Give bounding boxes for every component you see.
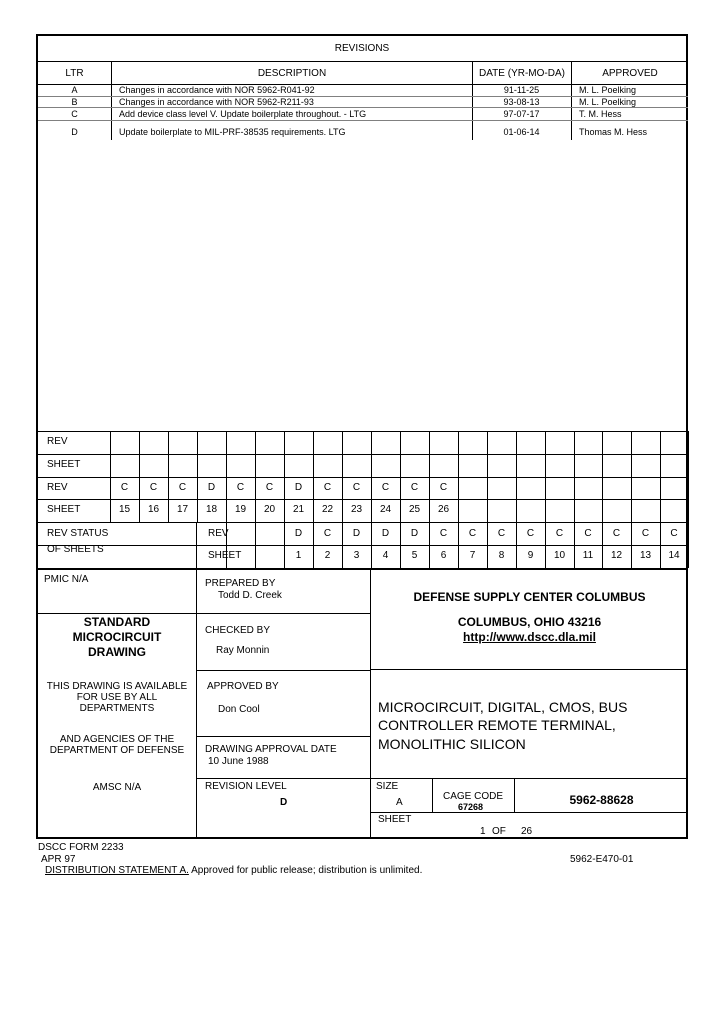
revision-ltr: B (71, 97, 78, 107)
revision-description: Changes in accordance with NOR 5962-R041-92 (119, 85, 315, 95)
divider (196, 613, 370, 614)
agencies-line-1: AND AGENCIES OF THE (59, 734, 175, 745)
pmic-label: PMIC N/A (44, 574, 89, 585)
revision-date: 01-06-14 (503, 127, 540, 137)
grid-cell: C (641, 528, 650, 539)
grid-cell: 16 (147, 504, 160, 515)
standard-line-3: DRAWING (88, 645, 146, 659)
divider (196, 736, 370, 737)
divider (370, 569, 371, 838)
grid-cell: C (439, 528, 448, 539)
grid-cell: 9 (527, 550, 534, 561)
grid-row-label: REV (47, 436, 68, 447)
divider (574, 431, 575, 522)
availability-line-3: DEPARTMENTS (79, 703, 155, 714)
divider (196, 778, 370, 779)
grid-cell: 11 (582, 550, 594, 561)
grid-cell: 13 (639, 550, 652, 561)
revisions-header-ltr: LTR (65, 68, 84, 79)
grid-cell: 19 (234, 504, 247, 515)
revision-approved: T. M. Hess (579, 109, 622, 119)
prepared-by-name: Todd D. Creek (218, 590, 282, 601)
sheet-of: OF (492, 826, 506, 837)
divider (370, 778, 688, 779)
divider (196, 545, 688, 546)
divider (602, 431, 603, 522)
revision-level-label: REVISION LEVEL (205, 781, 287, 792)
divider (660, 431, 661, 522)
grid-cell: 4 (382, 550, 389, 561)
grid-cell: D (352, 528, 361, 539)
grid-cell: D (294, 528, 303, 539)
divider (196, 569, 197, 838)
divider (370, 812, 688, 813)
size-value: A (396, 797, 403, 808)
divider (487, 431, 488, 522)
divider (38, 522, 688, 523)
divider (196, 670, 370, 671)
divider (38, 431, 688, 432)
form-number: DSCC FORM 2233 (38, 842, 124, 853)
divider (38, 569, 688, 570)
divider (111, 61, 112, 140)
divider (688, 522, 689, 568)
grid-cell: C (236, 482, 245, 493)
divider (38, 107, 688, 108)
grid-cell: 14 (668, 550, 680, 561)
approved-by-label: APPROVED BY (207, 681, 279, 692)
grid-cell: C (584, 528, 592, 539)
grid-cell: 24 (379, 504, 392, 515)
revisions-header-description: DESCRIPTION (257, 68, 327, 79)
revision-description: Update boilerplate to MIL-PRF-38535 requirements. LTG (119, 127, 346, 137)
drawing-title-line-2: CONTROLLER REMOTE TERMINAL, (378, 717, 616, 733)
grid-cell: 25 (408, 504, 421, 515)
divider (38, 120, 688, 121)
grid-cell: 7 (469, 550, 476, 561)
grid-cell: 23 (350, 504, 363, 515)
revisions-header-date: DATE (YR-MO-DA) (479, 68, 565, 79)
rev-status-label: REV STATUS (47, 528, 109, 539)
agencies-line-2: DEPARTMENT OF DEFENSE (49, 745, 185, 756)
grid-cell: C (323, 528, 332, 539)
grid-cell: 21 (292, 504, 305, 515)
grid-row-label: REV (47, 482, 68, 493)
grid-cell: D (410, 528, 419, 539)
approved-by-name: Don Cool (218, 704, 260, 715)
revision-date: 97-07-17 (503, 109, 540, 119)
divider (516, 431, 517, 522)
grid-cell: D (294, 482, 303, 493)
grid-cell: 3 (353, 550, 360, 561)
grid-cell: 15 (118, 504, 131, 515)
revision-ltr: A (71, 85, 78, 95)
revision-ltr: C (71, 109, 78, 119)
distribution-statement (45, 866, 422, 876)
grid-cell: 8 (498, 550, 505, 561)
availability-line-2: FOR USE BY ALL (76, 692, 158, 703)
grid-cell: 20 (263, 504, 276, 515)
standard-line-2: MICROCIRCUIT (72, 630, 162, 644)
prepared-by-label: PREPARED BY (205, 578, 276, 589)
revision-date: 91-11-25 (503, 85, 540, 95)
divider (370, 669, 688, 670)
grid-cell: C (670, 528, 678, 539)
revision-description: Add device class level V. Update boilerplate throughout. - LTG (119, 109, 367, 119)
form-code: 5962-E470-01 (570, 854, 634, 865)
grid-cell: 5 (411, 550, 418, 561)
grid-row-label: SHEET (208, 550, 242, 561)
grid-cell: 17 (176, 504, 189, 515)
grid-row-label: SHEET (47, 504, 81, 515)
grid-cell: 10 (553, 550, 566, 561)
divider (458, 431, 459, 522)
grid-cell: D (381, 528, 390, 539)
sheet-total: 26 (521, 826, 533, 837)
grid-cell: D (207, 482, 216, 493)
availability-line-1: THIS DRAWING IS AVAILABLE (46, 681, 188, 692)
revision-approved: M. L. Poelking (579, 97, 637, 107)
approval-date: 10 June 1988 (208, 756, 269, 767)
form-date: APR 97 (41, 854, 76, 865)
divider (432, 778, 433, 812)
drawing-title-line-3: MONOLITHIC SILICON (378, 736, 526, 752)
grid-cell: C (265, 482, 274, 493)
agency-name: DEFENSE SUPPLY CENTER COLUMBUS (413, 590, 646, 604)
grid-cell: C (468, 528, 477, 539)
drawing-title-line-1: MICROCIRCUIT, DIGITAL, CMOS, BUS (378, 699, 628, 715)
grid-cell: C (410, 482, 419, 493)
divider (545, 431, 546, 522)
revision-approved: Thomas M. Hess (579, 127, 648, 137)
grid-cell: C (178, 482, 187, 493)
checked-by-label: CHECKED BY (205, 625, 271, 636)
grid-cell: 18 (205, 504, 218, 515)
grid-cell: 22 (321, 504, 334, 515)
standard-line-1: STANDARD (83, 615, 151, 629)
checked-by-name: Ray Monnin (216, 645, 270, 656)
grid-cell: C (612, 528, 621, 539)
grid-cell: 12 (610, 550, 623, 561)
approval-date-label: DRAWING APPROVAL DATE (205, 744, 337, 755)
grid-cell: 26 (437, 504, 450, 515)
grid-cell: C (120, 482, 129, 493)
revision-date: 93-08-13 (503, 97, 540, 107)
distribution-label: DISTRIBUTION STATEMENT A. (45, 865, 189, 876)
sheet-number: 1 (480, 826, 486, 837)
divider (38, 454, 688, 455)
divider (688, 431, 689, 522)
amsc-label: AMSC N/A (92, 782, 142, 793)
revision-ltr: D (71, 127, 78, 137)
divider (571, 61, 572, 140)
agency-address: COLUMBUS, OHIO 43216 (457, 615, 602, 629)
grid-cell: C (149, 482, 158, 493)
grid-cell: C (439, 482, 448, 493)
divider (631, 431, 632, 522)
divider (38, 499, 688, 500)
distribution-text: Approved for public release; distribution is unlimited. (188, 865, 423, 876)
revisions-title: REVISIONS (334, 43, 390, 54)
agency-url-link[interactable]: http://www.dscc.dla.mil (463, 630, 596, 644)
grid-cell: 2 (324, 550, 331, 561)
grid-row-label: REV (208, 528, 229, 539)
cage-code-label: CAGE CODE (443, 791, 504, 802)
size-label: SIZE (376, 781, 399, 792)
revision-description: Changes in accordance with NOR 5962-R211-93 (119, 97, 314, 107)
grid-row-label: SHEET (47, 459, 81, 470)
revision-level-value: D (280, 797, 288, 808)
grid-cell: 1 (295, 550, 302, 561)
grid-cell: C (352, 482, 361, 493)
grid-cell: C (555, 528, 564, 539)
grid-cell: C (497, 528, 506, 539)
divider (38, 61, 688, 62)
sheet-label: SHEET (378, 814, 412, 825)
grid-cell: C (381, 482, 390, 493)
divider (38, 613, 196, 614)
grid-cell: C (526, 528, 535, 539)
grid-cell: 6 (440, 550, 447, 561)
revisions-header-approved: APPROVED (602, 68, 658, 79)
grid-cell: C (323, 482, 332, 493)
revision-approved: M. L. Poelking (579, 85, 637, 95)
cage-code-value: 67268 (458, 802, 484, 812)
divider (38, 477, 688, 478)
rev-status-label: OF SHEETS (47, 544, 104, 555)
drawing-number: 5962-88628 (569, 793, 634, 807)
